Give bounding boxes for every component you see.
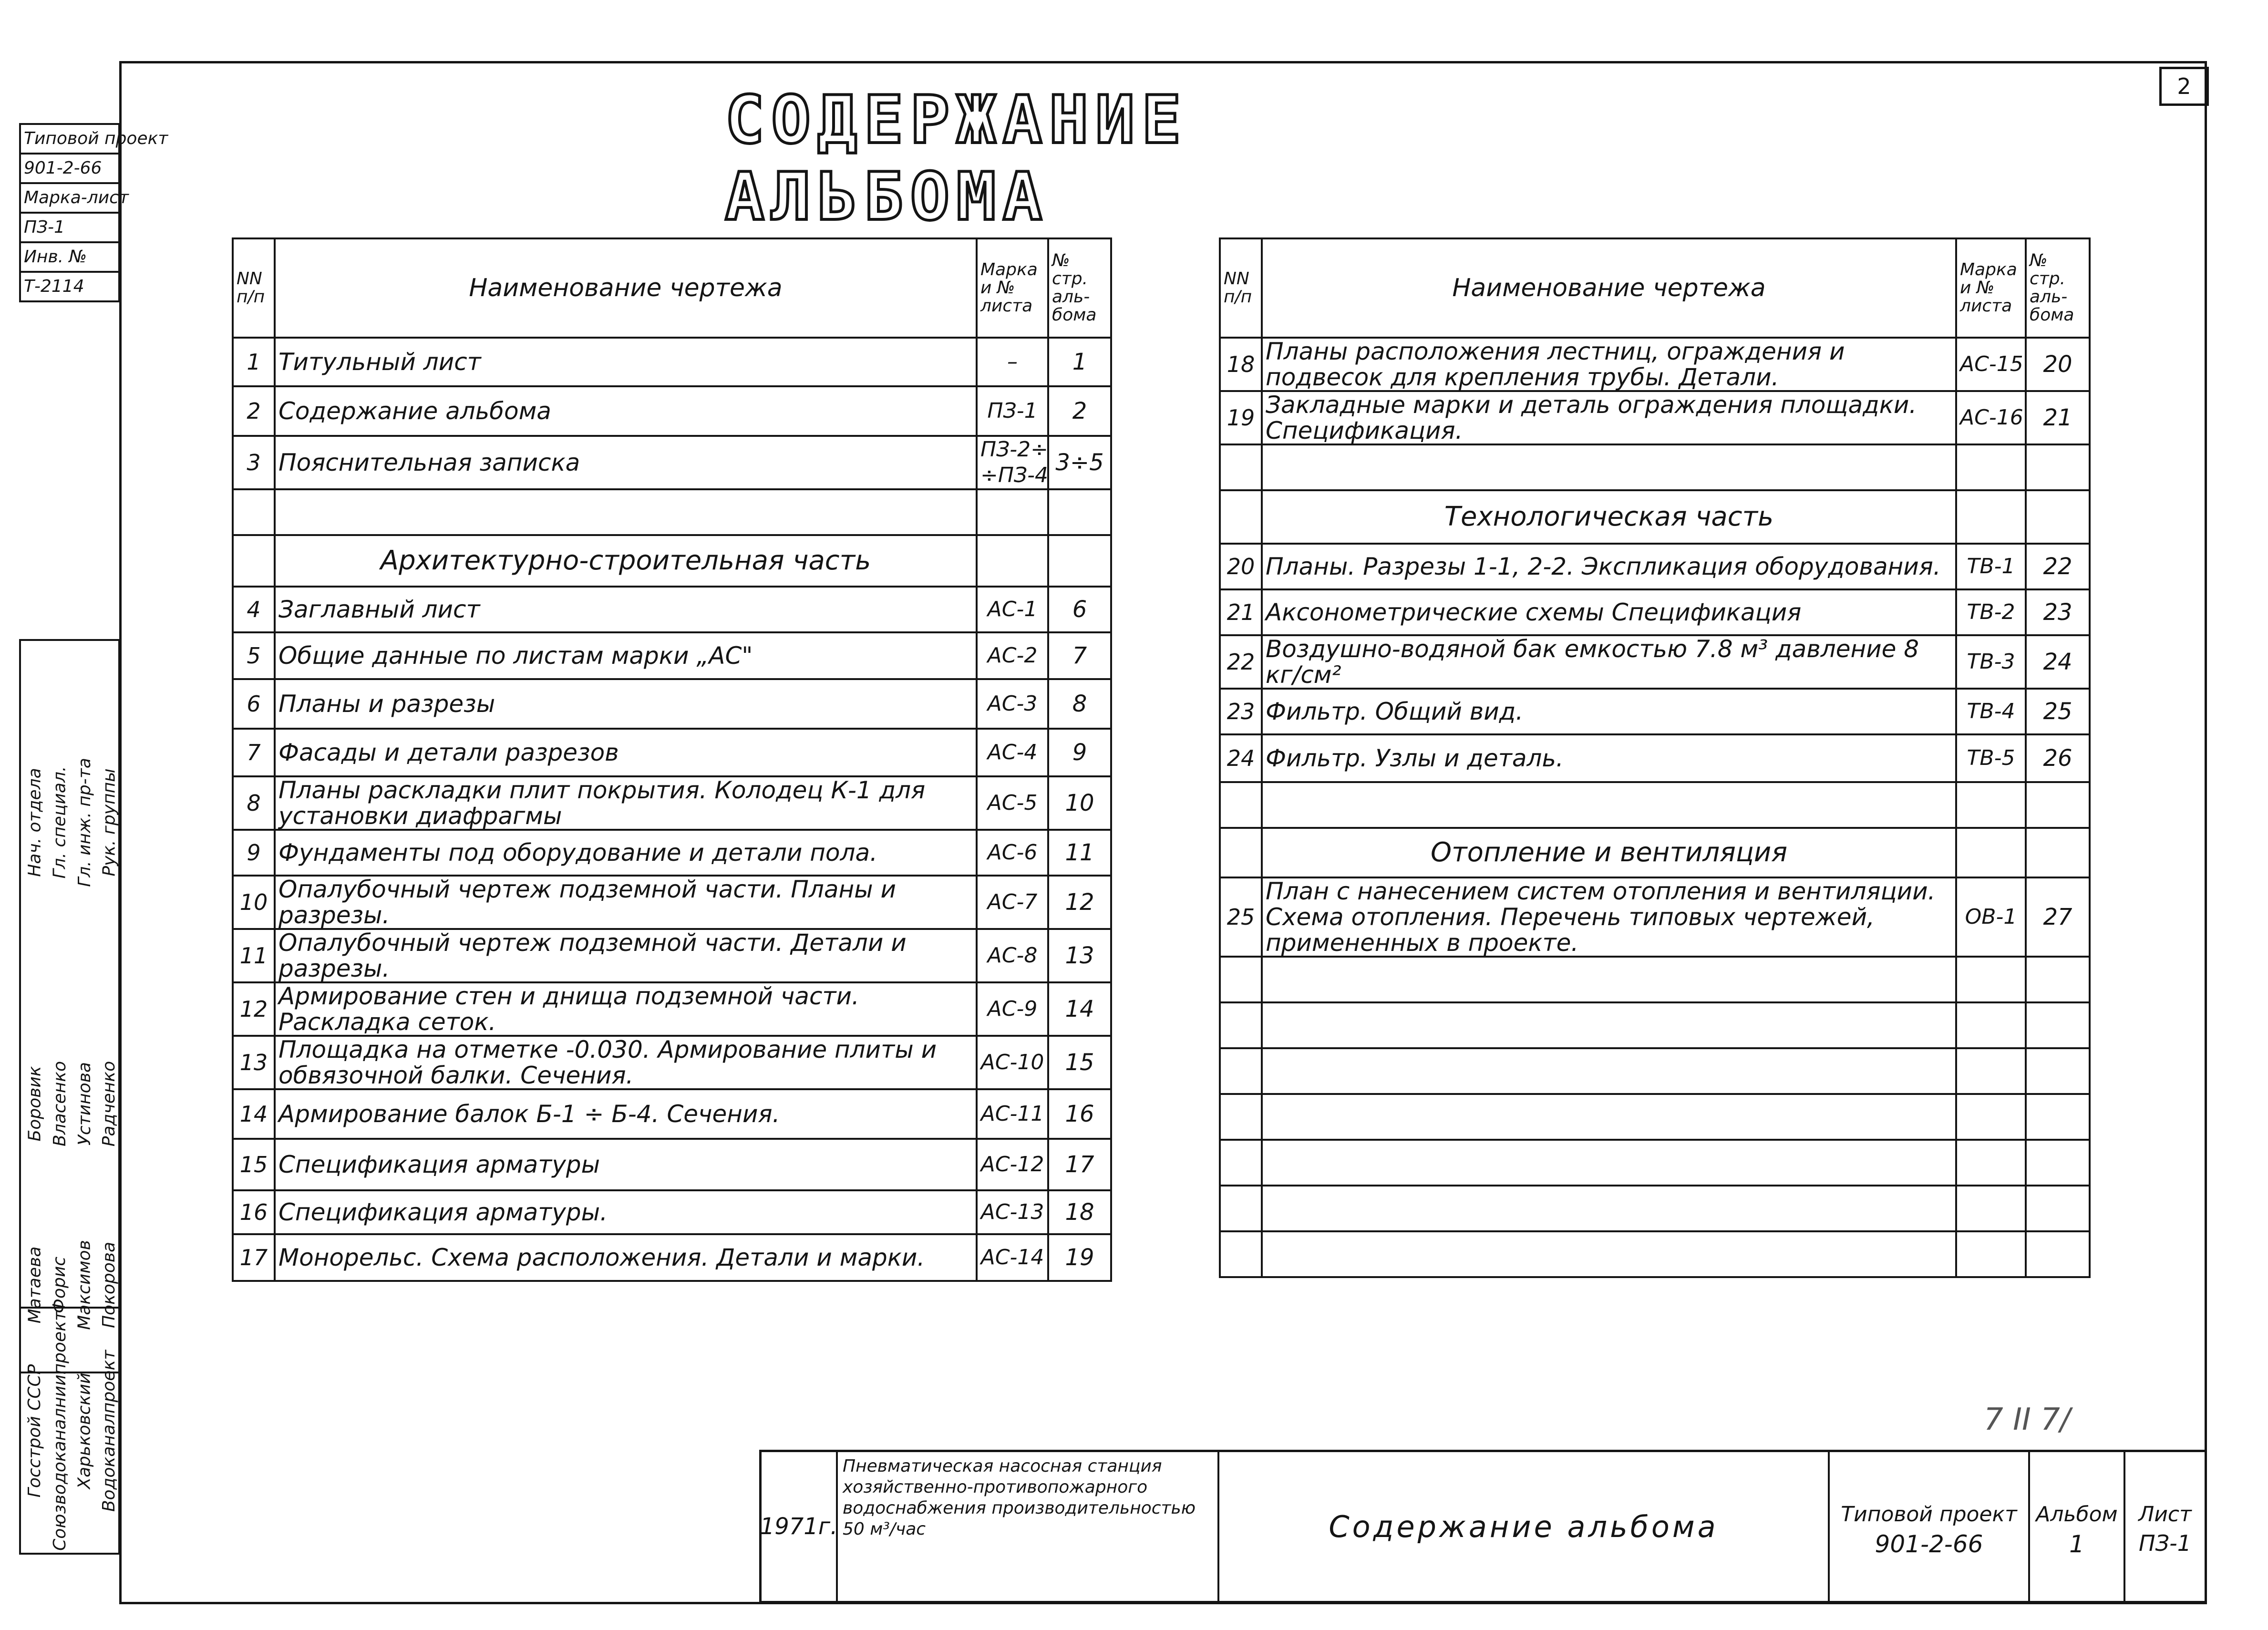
drawing-name: Фильтр. Общий вид. — [1262, 689, 1956, 734]
side-name: Устинова — [74, 1062, 94, 1145]
table-row — [1220, 689, 2090, 734]
row-number: 13 — [233, 1036, 275, 1089]
col-header-num: NN п/п — [233, 238, 275, 338]
album-page: 11 — [1048, 830, 1111, 876]
drawing-name: Фундаменты под оборудование и детали пола. — [275, 830, 977, 876]
table-row — [1220, 544, 2090, 589]
row-number: 15 — [233, 1139, 275, 1190]
album-label: Альбом — [2036, 1502, 2118, 1527]
signature-block — [19, 639, 120, 1373]
row-number: 17 — [233, 1234, 275, 1281]
row-number: 10 — [233, 876, 275, 929]
drawing-name: Спецификация арматуры. — [275, 1190, 977, 1234]
table-row — [233, 1036, 1111, 1089]
album-page — [1048, 535, 1111, 587]
drawing-mark — [1956, 1140, 2026, 1186]
row-number — [1220, 1186, 1262, 1231]
drawing-name: Планы расположения лестниц, ограждения и подвесок для крепления трубы. Детали. — [1262, 338, 1956, 391]
row-number: 12 — [233, 982, 275, 1036]
drawing-name: Планы. Разрезы 1-1, 2-2. Экспликация оборудования. — [1262, 544, 1956, 589]
album-value: 1 — [2069, 1530, 2084, 1558]
org-line: Госстрой СССР — [25, 1364, 45, 1497]
row-number: 16 — [233, 1190, 275, 1234]
table-header-row — [1220, 238, 2090, 338]
title-block-sheet — [2125, 1452, 2205, 1601]
drawing-mark: АС-10 — [977, 1036, 1048, 1089]
drawing-name — [1262, 1048, 1956, 1094]
drawing-name: Содержание альбома — [275, 386, 977, 436]
table-row — [233, 729, 1111, 776]
drawing-mark: ТВ-1 — [1956, 544, 2026, 589]
album-page: 16 — [1048, 1089, 1111, 1139]
section-title: Отопление и вентиляция — [1262, 828, 1956, 877]
drawing-name — [275, 489, 977, 535]
side-role: Рук. группы — [99, 768, 119, 877]
section-title: Технологическая часть — [1262, 490, 1956, 544]
drawing-mark: ПЗ-2÷ ÷ПЗ-4 — [977, 436, 1048, 489]
table-row — [1220, 1231, 2090, 1277]
side-name: Покорова — [99, 1241, 119, 1328]
table-row — [233, 830, 1111, 876]
col-header-num: NN п/п — [1220, 238, 1262, 338]
sheet-number-corner: 2 — [2159, 67, 2209, 106]
album-page — [2026, 1002, 2090, 1048]
table-row — [233, 1139, 1111, 1190]
table-row — [1220, 444, 2090, 490]
project-label: Типовой проект — [1841, 1502, 2017, 1527]
contents-table-left — [232, 237, 1112, 1282]
table-row — [233, 929, 1111, 982]
drawing-mark — [1956, 490, 2026, 544]
drawing-name: Пояснительная записка — [275, 436, 977, 489]
row-number: 11 — [233, 929, 275, 982]
album-page: 15 — [1048, 1036, 1111, 1089]
side-name: Власенко — [50, 1061, 70, 1146]
drawing-mark: АС-14 — [977, 1234, 1048, 1281]
side-name: Максимов — [74, 1239, 94, 1330]
table-row — [233, 587, 1111, 632]
row-number: 2 — [233, 386, 275, 436]
drawing-mark: АС-13 — [977, 1190, 1048, 1234]
drawing-name: Армирование балок Б-1 ÷ Б-4. Сечения. — [275, 1089, 977, 1139]
drawing-name: Закладные марки и деталь ограждения площадки. Спецификация. — [1262, 391, 1956, 444]
section-header-row — [233, 535, 1111, 587]
album-page: 19 — [1048, 1234, 1111, 1281]
drawing-mark: – — [977, 338, 1048, 386]
title-block-project — [1830, 1452, 2030, 1601]
table-row — [1220, 589, 2090, 635]
row-number: 9 — [233, 830, 275, 876]
col-header-page: № стр. аль- бома — [1048, 238, 1111, 338]
row-number — [1220, 490, 1262, 544]
album-page: 14 — [1048, 982, 1111, 1036]
table-row — [1220, 391, 2090, 444]
drawing-mark — [1956, 828, 2026, 877]
table-row — [233, 632, 1111, 679]
drawing-mark: АС-4 — [977, 729, 1048, 776]
drawing-mark — [1956, 1002, 2026, 1048]
album-page — [2026, 957, 2090, 1002]
title-block-project-desc: Пневматическая насосная станция хозяйственно-противопожарного водоснабжения производительностью 50 м³/час — [838, 1452, 1219, 1601]
title-block-year: 1971г. — [762, 1452, 838, 1601]
album-page: 12 — [1048, 876, 1111, 929]
drawing-mark: АС-11 — [977, 1089, 1048, 1139]
drawing-mark: АС-6 — [977, 830, 1048, 876]
table-row — [1220, 877, 2090, 957]
album-page — [2026, 1048, 2090, 1094]
table-row — [233, 338, 1111, 386]
album-page: 8 — [1048, 679, 1111, 729]
album-page — [2026, 1140, 2090, 1186]
album-page — [2026, 1231, 2090, 1277]
drawing-name — [1262, 444, 1956, 490]
table-row — [1220, 338, 2090, 391]
drawing-mark: ОВ-1 — [1956, 877, 2026, 957]
title-block — [759, 1450, 2207, 1603]
drawing-mark: АС-15 — [1956, 338, 2026, 391]
row-number: 7 — [233, 729, 275, 776]
drawing-name: План с нанесением систем отопления и вентиляции. Схема отопления. Перечень типовых чертежей, примененных в проекте. — [1262, 877, 1956, 957]
title-block-sheet-name: Содержание альбома — [1219, 1452, 1830, 1601]
album-page: 10 — [1048, 776, 1111, 830]
table-row — [1220, 957, 2090, 1002]
col-header-name: Наименование чертежа — [1262, 238, 1956, 338]
album-page — [2026, 1094, 2090, 1140]
stamp-line: Марка-лист — [21, 184, 118, 214]
row-number — [233, 535, 275, 587]
drawing-mark: АС-8 — [977, 929, 1048, 982]
stamp-line: Типовой проект — [21, 125, 118, 155]
album-page: 13 — [1048, 929, 1111, 982]
row-number: 25 — [1220, 877, 1262, 957]
album-page: 1 — [1048, 338, 1111, 386]
table-row — [233, 1234, 1111, 1281]
side-name: Боровик — [25, 1066, 45, 1141]
album-page: 27 — [2026, 877, 2090, 957]
album-page: 20 — [2026, 338, 2090, 391]
stamp-line: ПЗ-1 — [21, 214, 118, 243]
side-role: Гл. инж. пр-та — [74, 757, 94, 887]
drawing-name: Титульный лист — [275, 338, 977, 386]
side-role: Гл. специал. — [50, 766, 70, 878]
drawing-mark — [1956, 1231, 2026, 1277]
drawing-mark: ТВ-2 — [1956, 589, 2026, 635]
table-row — [1220, 1048, 2090, 1094]
section-header-row — [1220, 828, 2090, 877]
drawing-name: Заглавный лист — [275, 587, 977, 632]
col-header-mark: Марка и № листа — [1956, 238, 2026, 338]
drawing-name: Опалубочный чертеж подземной части. Детали и разрезы. — [275, 929, 977, 982]
stamp-line: Т-2114 — [24, 277, 84, 296]
row-number — [1220, 1140, 1262, 1186]
row-number: 4 — [233, 587, 275, 632]
album-page: 18 — [1048, 1190, 1111, 1234]
drawing-name — [1262, 1140, 1956, 1186]
table-row — [233, 776, 1111, 830]
album-page: 3÷5 — [1048, 436, 1111, 489]
drawing-name — [1262, 1002, 1956, 1048]
contents-table-right — [1219, 237, 2091, 1278]
drawing-mark — [1956, 782, 2026, 828]
drawing-name — [1262, 1186, 1956, 1231]
album-page: 17 — [1048, 1139, 1111, 1190]
section-header-row — [1220, 490, 2090, 544]
table-row — [1220, 1186, 2090, 1231]
drawing-mark: АС-7 — [977, 876, 1048, 929]
row-number: 1 — [233, 338, 275, 386]
table-row — [233, 489, 1111, 535]
drawing-name: Планы раскладки плит покрытия. Колодец К-1 для установки диафрагмы — [275, 776, 977, 830]
drawing-mark: ТВ-4 — [1956, 689, 2026, 734]
row-number: 24 — [1220, 734, 1262, 782]
side-name: Матаева — [25, 1246, 45, 1323]
drawing-mark: АС-9 — [977, 982, 1048, 1036]
table-row — [233, 1089, 1111, 1139]
row-number: 3 — [233, 436, 275, 489]
album-page — [1048, 489, 1111, 535]
table-row — [233, 679, 1111, 729]
org-line: Водоканалпроект — [99, 1350, 119, 1512]
table-row — [1220, 734, 2090, 782]
album-page: 24 — [2026, 635, 2090, 689]
table-row — [233, 876, 1111, 929]
drawing-mark: АС-12 — [977, 1139, 1048, 1190]
row-number: 21 — [1220, 589, 1262, 635]
row-number: 5 — [233, 632, 275, 679]
row-number: 19 — [1220, 391, 1262, 444]
row-number: 8 — [233, 776, 275, 830]
row-number — [1220, 1094, 1262, 1140]
table-row — [1220, 782, 2090, 828]
drawing-mark: АС-3 — [977, 679, 1048, 729]
album-page — [2026, 828, 2090, 877]
drawing-name — [1262, 1094, 1956, 1140]
row-number: 20 — [1220, 544, 1262, 589]
page-title: СОДЕРЖАНИЕ АЛЬБОМА — [725, 82, 1188, 235]
project-code: 901-2-66 — [1875, 1530, 1983, 1558]
title-block-album — [2030, 1452, 2125, 1601]
drawing-name: Площадка на отметке -0.030. Армирование плиты и обвязочной балки. Сечения. — [275, 1036, 977, 1089]
section-title: Архитектурно-строительная часть — [275, 535, 977, 587]
drawing-name: Планы и разрезы — [275, 679, 977, 729]
drawing-mark: ПЗ-1 — [977, 386, 1048, 436]
drawing-name: Фасады и детали разрезов — [275, 729, 977, 776]
stamp-line: 901-2-66 — [21, 155, 118, 184]
table-row — [233, 386, 1111, 436]
handwritten-note: 7 II 7/ — [1984, 1402, 2071, 1437]
drawing-name: Фильтр. Узлы и деталь. — [1262, 734, 1956, 782]
drawing-name — [1262, 1231, 1956, 1277]
side-role: Нач. отдела — [25, 767, 45, 877]
organization-block — [19, 1307, 120, 1555]
col-header-mark: Марка и № листа — [977, 238, 1048, 338]
drawing-mark: АС-5 — [977, 776, 1048, 830]
drawing-mark — [1956, 1048, 2026, 1094]
table-row — [1220, 635, 2090, 689]
album-page — [2026, 444, 2090, 490]
row-number — [1220, 444, 1262, 490]
row-number — [1220, 957, 1262, 1002]
stamp-project-info — [19, 123, 168, 302]
album-page — [2026, 1186, 2090, 1231]
table-row — [233, 1190, 1111, 1234]
table-row — [233, 436, 1111, 489]
album-page: 7 — [1048, 632, 1111, 679]
drawing-mark: АС-16 — [1956, 391, 2026, 444]
side-name: Радченко — [99, 1061, 119, 1146]
drawing-mark: АС-2 — [977, 632, 1048, 679]
row-number — [1220, 1231, 1262, 1277]
drawing-mark — [1956, 444, 2026, 490]
drawing-mark: ТВ-5 — [1956, 734, 2026, 782]
drawing-name: Спецификация арматуры — [275, 1139, 977, 1190]
side-name: Форис — [50, 1256, 70, 1313]
drawing-mark: АС-1 — [977, 587, 1048, 632]
table-row — [233, 982, 1111, 1036]
org-line: Союзводоканалниипроект — [50, 1310, 70, 1551]
row-number: 22 — [1220, 635, 1262, 689]
table-header-row — [233, 238, 1111, 338]
col-header-name: Наименование чертежа — [275, 238, 977, 338]
album-page: 6 — [1048, 587, 1111, 632]
drawing-name: Монорельс. Схема расположения. Детали и марки. — [275, 1234, 977, 1281]
col-header-page: № стр. аль- бома — [2026, 238, 2090, 338]
drawing-name — [1262, 782, 1956, 828]
drawing-mark — [1956, 1094, 2026, 1140]
drawing-name — [1262, 957, 1956, 1002]
org-line: Харьковский — [74, 1372, 94, 1489]
album-page: 21 — [2026, 391, 2090, 444]
sheet-label: Лист — [2138, 1502, 2192, 1527]
stamp-line: Инв. № — [21, 243, 118, 273]
drawing-name: Армирование стен и днища подземной части. Раскладка сеток. — [275, 982, 977, 1036]
table-row — [1220, 1140, 2090, 1186]
album-page: 25 — [2026, 689, 2090, 734]
album-page: 23 — [2026, 589, 2090, 635]
table-row — [1220, 1002, 2090, 1048]
album-page: 9 — [1048, 729, 1111, 776]
drawing-mark: ТВ-3 — [1956, 635, 2026, 689]
drawing-name: Опалубочный чертеж подземной части. Планы и разрезы. — [275, 876, 977, 929]
drawing-name: Аксонометрические схемы Спецификация — [1262, 589, 1956, 635]
row-number: 6 — [233, 679, 275, 729]
drawing-mark — [1956, 957, 2026, 1002]
row-number: 23 — [1220, 689, 1262, 734]
sheet-value: ПЗ-1 — [2139, 1530, 2191, 1556]
row-number — [233, 489, 275, 535]
album-page: 2 — [1048, 386, 1111, 436]
table-row — [1220, 1094, 2090, 1140]
drawing-name: Общие данные по листам марки „АС" — [275, 632, 977, 679]
drawing-mark — [977, 489, 1048, 535]
row-number — [1220, 782, 1262, 828]
row-number — [1220, 828, 1262, 877]
album-page — [2026, 782, 2090, 828]
drawing-mark — [1956, 1186, 2026, 1231]
row-number: 14 — [233, 1089, 275, 1139]
row-number: 18 — [1220, 338, 1262, 391]
album-page: 22 — [2026, 544, 2090, 589]
drawing-name: Воздушно-водяной бак емкостью 7.8 м³ давление 8 кг/см² — [1262, 635, 1956, 689]
album-page: 26 — [2026, 734, 2090, 782]
row-number — [1220, 1002, 1262, 1048]
row-number — [1220, 1048, 1262, 1094]
drawing-mark — [977, 535, 1048, 587]
album-page — [2026, 490, 2090, 544]
